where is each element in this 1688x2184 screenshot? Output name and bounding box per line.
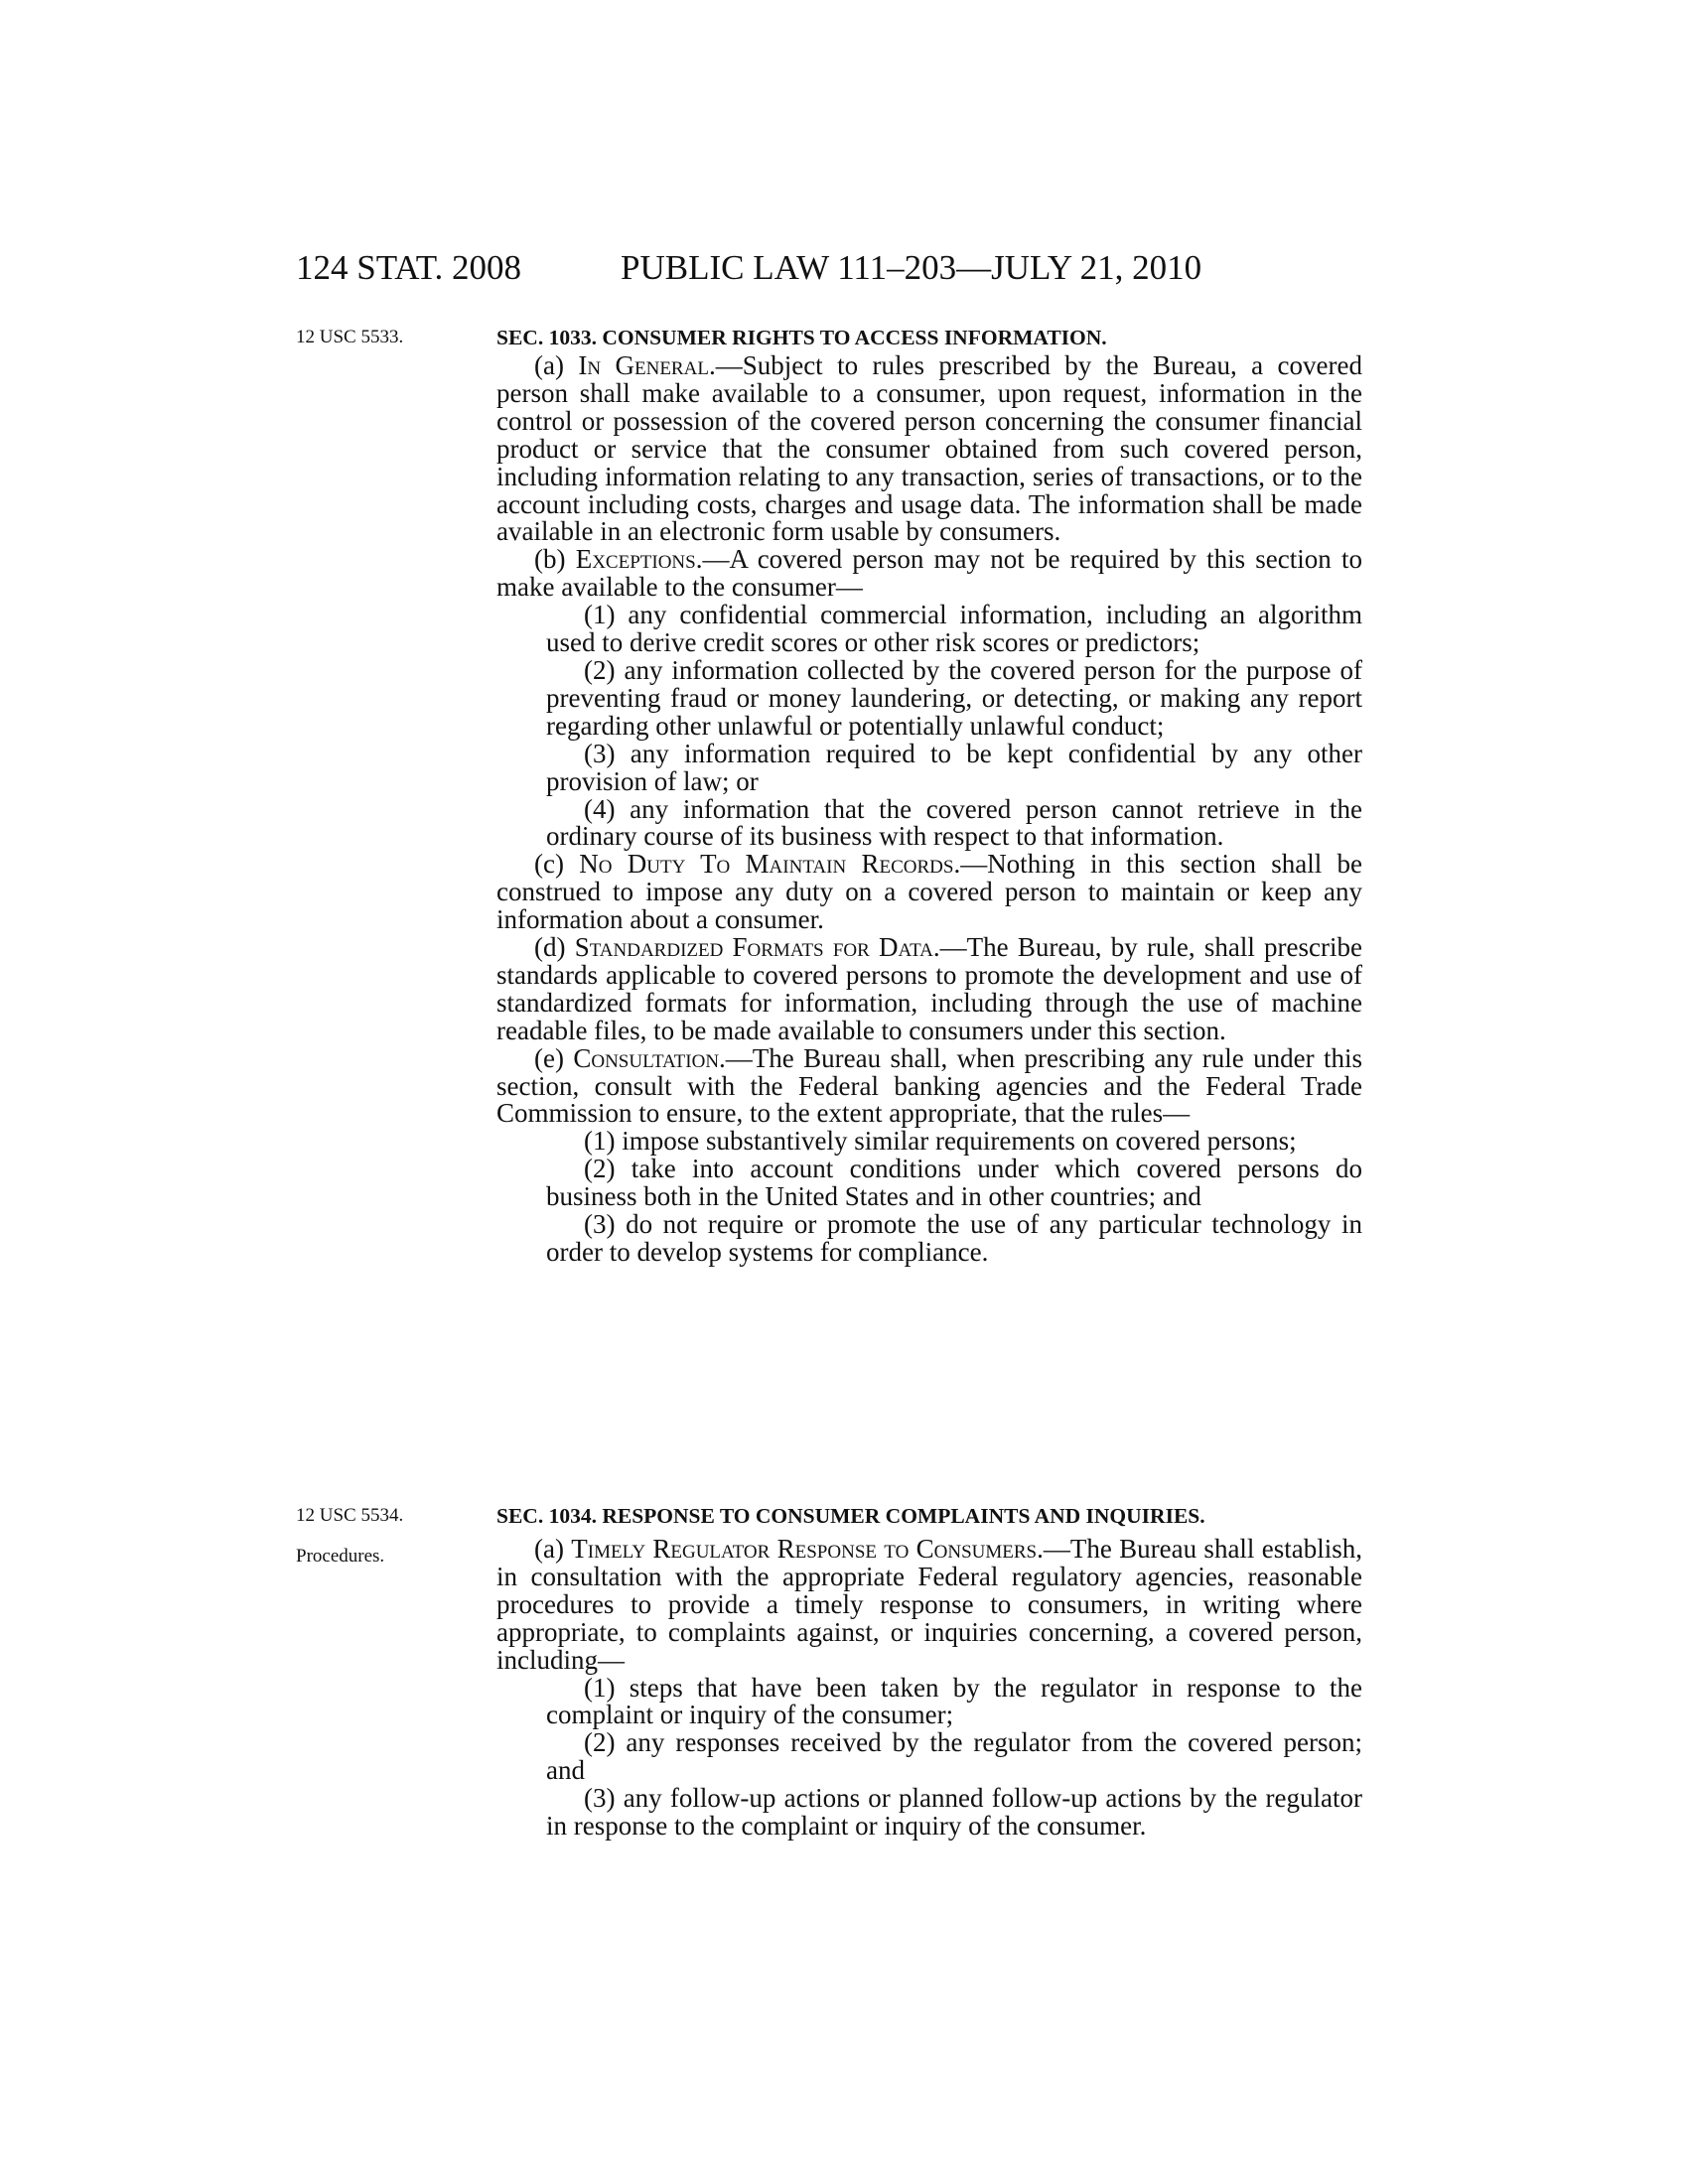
paragraph-1034-a-2: (2) any responses received by the regulator from the covered person; and [546, 1727, 1362, 1786]
paragraph-1033-e-2: (2) take into account conditions under which covered persons do business both in the United States and in other countries; and [546, 1154, 1362, 1212]
paragraph-1033-b-2: (2) any information collected by the covered person for the purpose of preventing fraud or money laundering, or detecting, or making any report regarding other unlawful or potentially unlawful conduct; [546, 654, 1362, 741]
paragraph-1033-e-1: (1) impose substantively similar requirements on covered persons; [584, 1126, 1297, 1157]
margin-note-procedures: Procedures. [296, 1546, 385, 1567]
subsection-heading: Consultation [573, 1042, 720, 1073]
subsection-1034-a: (a) Timely Regulator Response to Consumers.—The Bureau shall establish, in consultation with the appropriate Federal regulatory agencies, reasonable procedures to provide a timely response to consumers, in writing where appropriate, to complaints against, or inquiries concerning, a covered person, including— [496, 1534, 1362, 1675]
paragraph-1034-a-3: (3) any follow-up actions or planned follow-up actions by the regulator in response to the complaint or inquiry of the consumer. [546, 1783, 1362, 1842]
section-1033-title: SEC. 1033. CONSUMER RIGHTS TO ACCESS INFORMATION. [496, 326, 1107, 349]
subsection-1033-c: (c) No Duty To Maintain Records.—Nothing in this section shall be construed to impose any duty on a covered person to maintain or keep any information about a consumer. [496, 849, 1363, 935]
page-reference: 124 STAT. 2008 [296, 248, 521, 287]
margin-note-usc-5533: 12 USC 5533. [296, 327, 404, 347]
subsection-heading: No Duty To Maintain Records [579, 849, 954, 880]
margin-note-usc-5534: 12 USC 5534. [296, 1505, 404, 1526]
section-1034-body [496, 1536, 1362, 1841]
subsection-heading: Exceptions [575, 544, 696, 575]
paragraph-1034-a-1: (1) steps that have been taken by the regulator in response to the complaint or inquiry of the consumer; [546, 1672, 1362, 1730]
paragraph-1033-e-3: (3) do not require or promote the use of any particular technology in order to develop systems for compliance. [546, 1209, 1362, 1267]
subsection-1033-d: (d) Standardized Formats for Data.—The Bureau, by rule, shall prescribe standards applicable to covered persons to promote the development and use of standardized formats for information, including through the use of machine readable files, to be made available to consumers under this section. [496, 932, 1363, 1045]
subsection-1033-e: (e) Consultation.—The Bureau shall, when prescribing any rule under this section, consult with the Federal banking agencies and the Federal Trade Commission to ensure, to the extent appropriate, that the rules— [496, 1042, 1362, 1129]
section-1033-body [496, 352, 1362, 1267]
running-header-title: PUBLIC LAW 111–203—JULY 21, 2010 [621, 248, 1202, 287]
subsection-heading: Timely Regulator Response to Consumers [571, 1534, 1038, 1564]
paragraph-1033-b-1: (1) any confidential commercial information, including an algorithm used to derive credit scores or other risk scores or predictors; [546, 600, 1362, 658]
subsection-1033-b: (b) Exceptions.—A covered person may not be required by this section to make available to the consumer— [496, 544, 1362, 603]
section-1034-title: SEC. 1034. RESPONSE TO CONSUMER COMPLAINTS AND INQUIRIES. [496, 1504, 1205, 1528]
subsection-heading: Standardized Formats for Data [574, 932, 933, 963]
paragraph-1033-b-4: (4) any information that the covered person cannot retrieve in the ordinary course of its business with respect to that information. [546, 793, 1362, 852]
subsection-heading: In General [578, 350, 709, 380]
paragraph-1033-b-3: (3) any information required to be kept confidential by any other provision of law; or [546, 738, 1362, 796]
subsection-1033-a: (a) In General.—Subject to rules prescribed by the Bureau, a covered person shall make available to a consumer, upon request, information in the control or possession of the covered person concerning the consumer financial product or service that the consumer obtained from such covered person, including information relating to any transaction, series of transactions, or to the account including costs, charges and usage data. The information shall be made available in an electronic form usable by consumers. [496, 350, 1362, 547]
